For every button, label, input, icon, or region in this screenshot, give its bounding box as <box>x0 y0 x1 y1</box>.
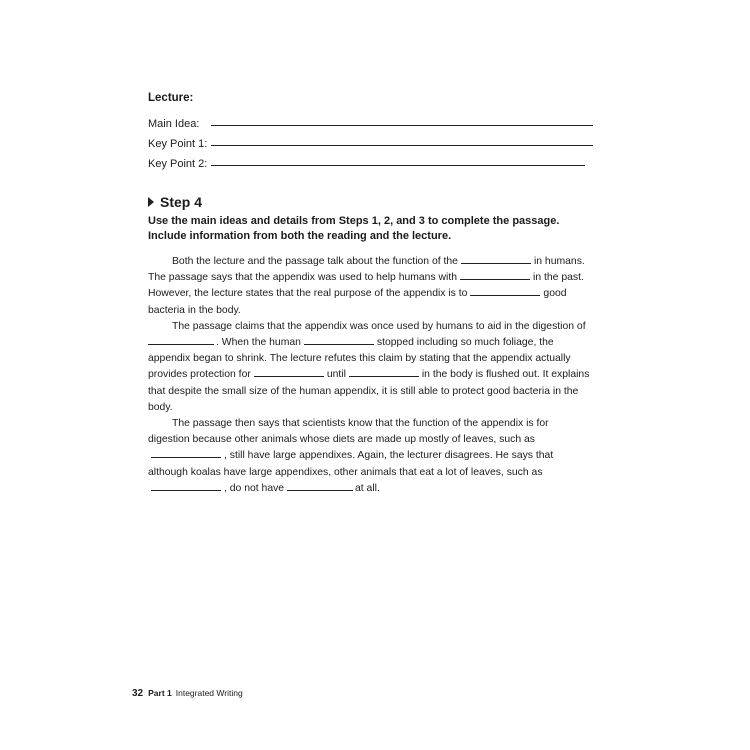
passage-text: stopped including so much foliage, the appendix began to shrink. The lecture refutes this claim by stating that the appendix actually provides protection for <box>148 337 571 381</box>
passage-text: in humans. The passage says that the appendix was used to help humans with <box>148 256 585 284</box>
blank-2[interactable] <box>460 270 530 280</box>
lecture-notes <box>148 92 593 170</box>
blank-5[interactable] <box>304 335 374 345</box>
main-idea-line[interactable] <box>211 115 593 126</box>
passage-text: , still have large appendixes. Again, the lecturer disagrees. He says that although koalas have large appendixes, other animals that eat a lot of leaves, such as <box>148 450 554 478</box>
page-footer <box>132 688 243 699</box>
passage-text: The passage then says that scientists know that the function of the appendix is for digestion because other animals whose diets are made up mostly of leaves, such as <box>148 418 549 446</box>
blank-7[interactable] <box>349 367 419 377</box>
blank-1[interactable] <box>461 254 531 264</box>
section-label: Integrated Writing <box>175 688 243 698</box>
part-label: Part 1 <box>148 688 172 698</box>
lecture-heading: Lecture: <box>148 92 194 104</box>
blank-8[interactable] <box>151 448 221 458</box>
blank-10[interactable] <box>287 481 353 491</box>
key-point-2-row <box>148 150 593 170</box>
passage-text: at all. <box>354 482 380 494</box>
passage <box>148 254 593 497</box>
paragraph-2 <box>148 319 593 416</box>
paragraph-1 <box>148 254 593 319</box>
step-instructions: Use the main ideas and details from Steps 1, 2, and 3 to complete the passage. Include information from both the reading and the lecture. <box>148 215 560 242</box>
passage-text: until <box>326 369 346 381</box>
main-idea-label: Main Idea: <box>148 118 200 130</box>
key-point-2-line[interactable] <box>211 155 585 166</box>
passage-text: , do not have <box>224 482 285 494</box>
key-point-2-label: Key Point 2: <box>148 158 208 170</box>
passage-text: in the body is flushed out. It explains that despite the small size of the human appendix, it is still able to protect good bacteria in the body. <box>148 369 590 413</box>
passage-text: good bacteria in the body. <box>148 288 567 316</box>
key-point-1-line[interactable] <box>211 135 593 146</box>
step-heading <box>148 194 202 210</box>
passage-text: in the past. However, the lecture states that the real purpose of the appendix is to <box>148 272 584 300</box>
key-point-1-row <box>148 130 593 150</box>
page-number: 32 <box>132 688 144 699</box>
step-title: Step 4 <box>160 194 203 210</box>
passage-text: . When the human <box>216 337 301 349</box>
blank-3[interactable] <box>470 286 540 296</box>
paragraph-3 <box>148 416 593 497</box>
triangle-right-icon <box>148 197 154 207</box>
main-idea-row <box>148 110 593 130</box>
key-point-1-label: Key Point 1: <box>148 138 208 150</box>
blank-4[interactable] <box>148 335 214 345</box>
blank-6[interactable] <box>254 367 324 377</box>
blank-9[interactable] <box>151 481 221 491</box>
passage-text: The passage claims that the appendix was once used by humans to aid in the digestion of <box>172 320 586 332</box>
passage-text: Both the lecture and the passage talk about the function of the <box>172 256 458 267</box>
